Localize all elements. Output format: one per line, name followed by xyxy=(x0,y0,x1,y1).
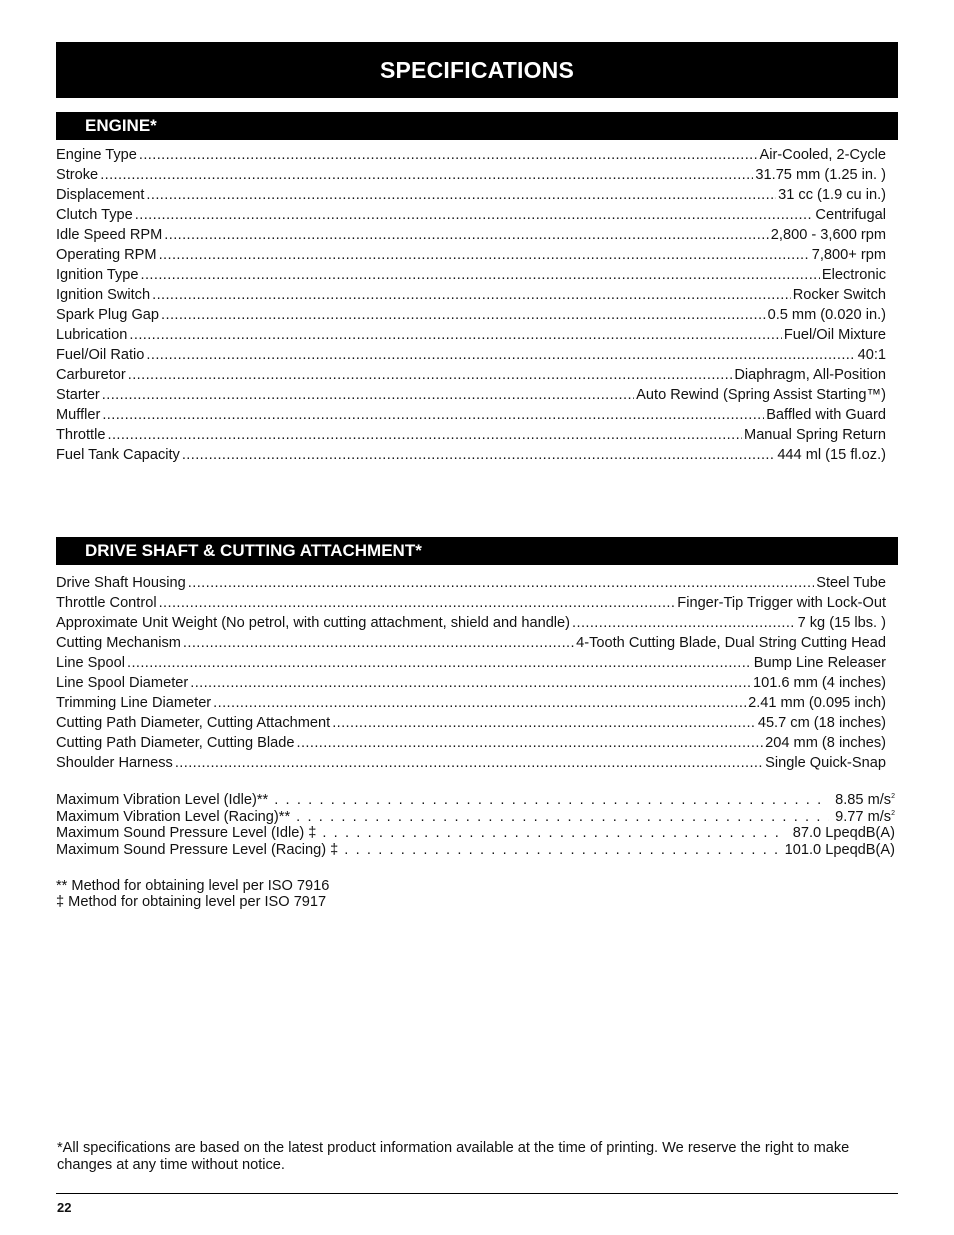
spec-row xyxy=(56,265,886,285)
spec-value: 204 mm (8 inches) xyxy=(765,735,886,751)
engine-spec-list xyxy=(56,145,886,465)
spec-label: Carburetor xyxy=(56,367,126,383)
vibration-row xyxy=(56,809,895,826)
spec-value: Single Quick-Snap xyxy=(765,755,886,771)
dot-leader xyxy=(274,792,829,809)
vibration-value xyxy=(793,825,895,842)
spec-row xyxy=(56,733,886,753)
spec-value: 2,800 - 3,600 rpm xyxy=(770,227,886,243)
spec-label: Drive Shaft Housing xyxy=(56,575,186,591)
spec-row xyxy=(56,673,886,693)
spec-row xyxy=(56,613,886,633)
dot-leader xyxy=(183,633,574,653)
spec-value: Auto Rewind (Spring Assist Starting™) xyxy=(636,387,886,403)
unit-superscript: 2 xyxy=(891,809,895,817)
vibration-value-text: 9.77 m/s xyxy=(835,808,892,825)
vibration-value xyxy=(835,792,895,809)
spec-row xyxy=(56,385,886,405)
vibration-value-text: 8.85 m/s xyxy=(835,792,892,808)
dot-leader xyxy=(129,325,781,345)
spec-row xyxy=(56,165,886,185)
dot-leader xyxy=(102,405,764,425)
vibration-row xyxy=(56,842,895,859)
spec-label: Muffler xyxy=(56,407,101,423)
spec-label: Fuel Tank Capacity xyxy=(56,447,180,463)
spec-value: Electronic xyxy=(821,267,886,283)
spec-label: Throttle xyxy=(56,427,106,443)
dot-leader xyxy=(190,673,751,693)
vibration-value xyxy=(835,809,895,826)
dot-leader xyxy=(159,245,810,265)
dot-leader xyxy=(297,733,764,753)
dot-leader xyxy=(100,165,753,185)
spec-row xyxy=(56,145,886,165)
disclaimer-text: *All specifications are based on the latest product information available at the time of printing. We reserve the right to make changes at any time without notice. xyxy=(57,1140,850,1173)
dot-leader xyxy=(141,265,820,285)
spec-value: Manual Spring Return xyxy=(744,427,886,443)
spec-row xyxy=(56,245,886,265)
unit-superscript: 2 xyxy=(891,793,895,801)
spec-row xyxy=(56,285,886,305)
spec-value: Baffled with Guard xyxy=(766,407,886,423)
spec-value: 0.5 mm (0.020 in.) xyxy=(767,307,886,323)
dot-leader xyxy=(146,345,855,365)
spec-label: Cutting Path Diameter, Cutting Blade xyxy=(56,735,295,751)
dot-leader xyxy=(296,809,829,826)
dot-leader xyxy=(102,385,634,405)
footer-divider xyxy=(56,1193,898,1194)
spec-row xyxy=(56,205,886,225)
dot-leader xyxy=(332,713,756,733)
spec-row xyxy=(56,425,886,445)
spec-label: Displacement xyxy=(56,187,145,203)
spec-label: Operating RPM xyxy=(56,247,157,263)
spec-label: Starter xyxy=(56,387,100,403)
spec-value: Centrifugal xyxy=(815,207,886,223)
spec-row xyxy=(56,325,886,345)
spec-label: Ignition Switch xyxy=(56,287,151,303)
method-notes xyxy=(56,879,329,910)
vibration-label: Maximum Vibration Level (Idle)** xyxy=(56,792,269,808)
spec-label: Idle Speed RPM xyxy=(56,227,163,243)
spec-label: Spark Plug Gap xyxy=(56,307,160,323)
spec-label: Shoulder Harness xyxy=(56,755,173,771)
engine-section-heading: ENGINE* xyxy=(56,112,898,140)
vibration-value-text: 101.0 LpeqdB(A) xyxy=(784,841,895,858)
dot-leader xyxy=(135,205,814,225)
spec-row xyxy=(56,713,886,733)
spec-label: Clutch Type xyxy=(56,207,133,223)
dot-leader xyxy=(344,842,778,859)
spec-value: Steel Tube xyxy=(816,575,886,591)
spec-value: Diaphragm, All-Position xyxy=(734,367,886,383)
spec-row xyxy=(56,365,886,385)
spec-value: 31.75 mm (1.25 in. ) xyxy=(755,167,886,183)
spec-value: 45.7 cm (18 inches) xyxy=(757,715,886,731)
spec-row xyxy=(56,225,886,245)
spec-row xyxy=(56,185,886,205)
vibration-value xyxy=(785,842,895,859)
dot-leader xyxy=(188,573,814,593)
dot-leader xyxy=(161,305,766,325)
dot-leader xyxy=(128,365,733,385)
vibration-value-text: 87.0 LpeqdB(A) xyxy=(792,825,895,841)
spec-row xyxy=(56,445,886,465)
vibration-row xyxy=(56,792,895,809)
spec-value: Rocker Switch xyxy=(792,287,886,303)
spec-value: 40:1 xyxy=(857,347,886,363)
drive-section-heading: DRIVE SHAFT & CUTTING ATTACHMENT* xyxy=(56,537,898,565)
spec-label: Trimming Line Diameter xyxy=(56,695,212,711)
dot-leader xyxy=(107,425,742,445)
dot-leader xyxy=(146,185,776,205)
spec-row xyxy=(56,753,886,773)
spec-value: Air-Cooled, 2-Cycle xyxy=(759,147,886,163)
spec-value: 7,800+ rpm xyxy=(811,247,886,263)
vibration-sound-list xyxy=(56,792,895,858)
spec-label: Ignition Type xyxy=(56,267,139,283)
spec-label: Cutting Path Diameter, Cutting Attachment xyxy=(56,715,331,731)
spec-value: 101.6 mm (4 inches) xyxy=(752,675,886,691)
drive-spec-list xyxy=(56,573,886,773)
page-title: SPECIFICATIONS xyxy=(56,42,898,98)
spec-label: Throttle Control xyxy=(56,595,157,611)
spec-label: Fuel/Oil Ratio xyxy=(56,347,145,363)
spec-label: Line Spool xyxy=(56,655,125,671)
spec-value: Fuel/Oil Mixture xyxy=(783,327,886,343)
dot-leader xyxy=(152,285,791,305)
dot-leader xyxy=(164,225,769,245)
note-iso-7917: ‡ Method for obtaining level per ISO 7917 xyxy=(56,893,327,910)
dot-leader xyxy=(572,613,796,633)
dot-leader xyxy=(182,445,775,465)
spec-value: 7 kg (15 lbs. ) xyxy=(797,615,886,631)
spec-row xyxy=(56,405,886,425)
spec-value: 4-Tooth Cutting Blade, Dual String Cutting Head xyxy=(576,635,886,651)
dot-leader xyxy=(139,145,758,165)
spec-row xyxy=(56,653,886,673)
spec-row xyxy=(56,345,886,365)
spec-row xyxy=(56,693,886,713)
note-iso-7916: ** Method for obtaining level per ISO 7916 xyxy=(56,878,330,894)
vibration-row xyxy=(56,825,895,842)
spec-value: Bump Line Releaser xyxy=(753,655,886,671)
dot-leader xyxy=(159,593,676,613)
dot-leader xyxy=(175,753,763,773)
spec-label: Cutting Mechanism xyxy=(56,635,181,651)
spec-label: Approximate Unit Weight (No petrol, with cutting attachment, shield and handle) xyxy=(56,615,571,631)
spec-label: Lubrication xyxy=(56,327,128,343)
spec-value: Finger-Tip Trigger with Lock-Out xyxy=(677,595,886,611)
spec-label: Stroke xyxy=(56,167,99,183)
vibration-label: Maximum Vibration Level (Racing)** xyxy=(56,808,291,825)
spec-row xyxy=(56,633,886,653)
spec-value: 444 ml (15 fl.oz.) xyxy=(777,447,886,463)
spec-value: 31 cc (1.9 cu in.) xyxy=(778,187,886,203)
dot-leader xyxy=(213,693,746,713)
spec-value: 2.41 mm (0.095 inch) xyxy=(748,695,886,711)
vibration-label: Maximum Sound Pressure Level (Racing) ‡ xyxy=(56,841,339,858)
page-number: 22 xyxy=(57,1200,72,1215)
spec-row xyxy=(56,593,886,613)
dot-leader xyxy=(322,825,786,842)
spec-label: Engine Type xyxy=(56,147,137,163)
vibration-label: Maximum Sound Pressure Level (Idle) ‡ xyxy=(56,825,317,841)
spec-row xyxy=(56,573,886,593)
spec-row xyxy=(56,305,886,325)
dot-leader xyxy=(127,653,752,673)
spec-label: Line Spool Diameter xyxy=(56,675,189,691)
